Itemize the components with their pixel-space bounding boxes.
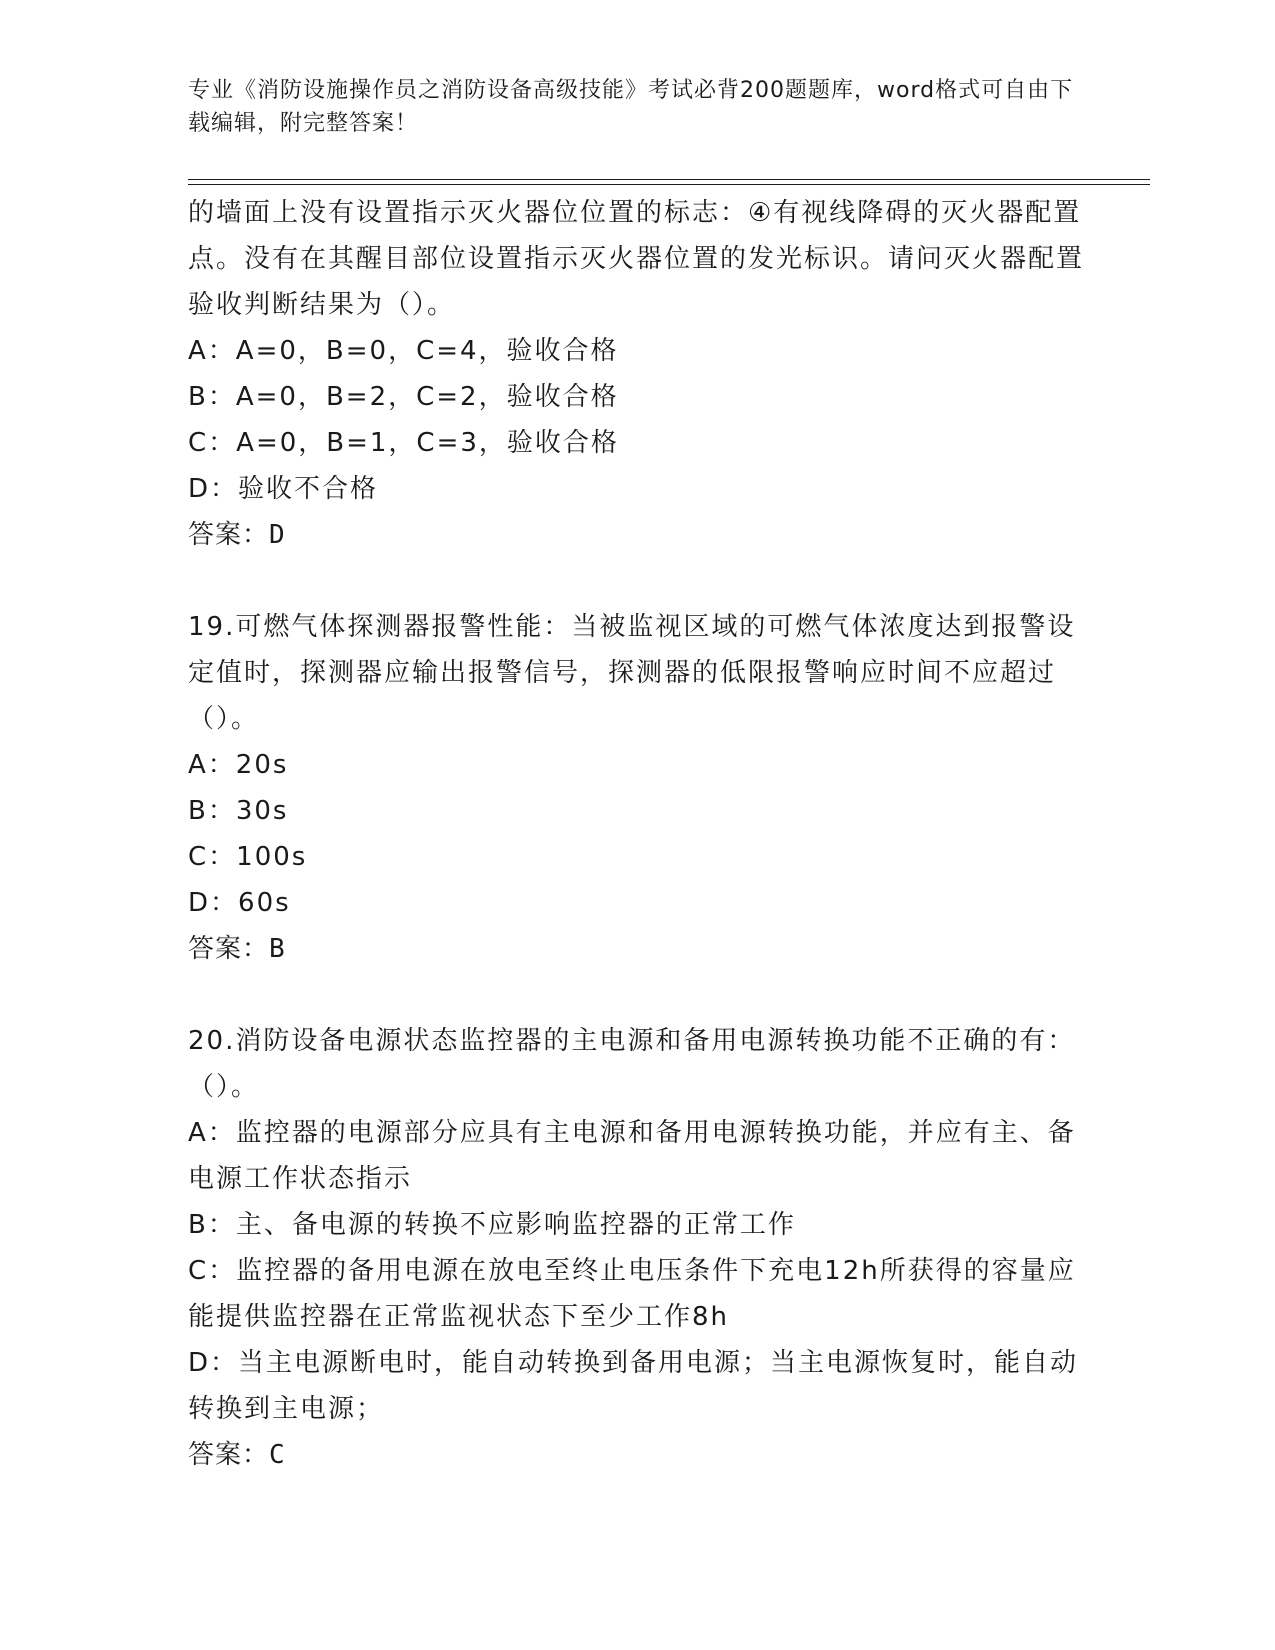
header-divider-bottom — [188, 184, 1150, 185]
option-c: C：100s — [188, 842, 308, 872]
header-divider-top — [188, 179, 1150, 180]
question-19 — [188, 604, 1088, 972]
option-b: B：A=0，B=2，C=2，验收合格 — [188, 382, 619, 412]
option-b: B：30s — [188, 796, 289, 826]
question-stem: 20.消防设备电源状态监控器的主电源和备用电源转换功能不正确的有：（）。 — [188, 1026, 1076, 1102]
question-spacer — [188, 972, 1088, 1018]
question-stem: 的墙面上没有设置指示灭火器位位置的标志：④有视线降碍的灭火器配置点。没有在其醒目部位设置指示灭火器位置的发光标识。请问灭火器配置验收判断结果为（）。 — [188, 198, 1085, 320]
answer-line: 答案：D — [188, 520, 286, 550]
option-b: B：主、备电源的转换不应影响监控器的正常工作 — [188, 1210, 796, 1240]
answer-line: 答案：B — [188, 934, 286, 964]
option-c: C：监控器的备用电源在放电至终止电压条件下充电12h所获得的容量应能提供监控器在正常监视状态下至少工作8h — [188, 1256, 1076, 1332]
document-body — [188, 190, 1088, 1478]
answer-line: 答案：C — [188, 1440, 286, 1470]
option-a: A：20s — [188, 750, 289, 780]
option-d: D：当主电源断电时，能自动转换到备用电源；当主电源恢复时，能自动转换到主电源； — [188, 1348, 1079, 1424]
question-spacer — [188, 558, 1088, 604]
document-header: 专业《消防设施操作员之消防设备高级技能》考试必背200题题库，word格式可自由下载编辑，附完整答案！ — [188, 78, 1074, 136]
option-d: D：60s — [188, 888, 291, 918]
question-20 — [188, 1018, 1088, 1478]
option-a: A：A=0，B=0，C=4，验收合格 — [188, 336, 619, 366]
question-stem: 19.可燃气体探测器报警性能：当被监视区域的可燃气体浓度达到报警设定值时，探测器应输出报警信号，探测器的低限报警响应时间不应超过（）。 — [188, 612, 1076, 734]
option-a: A：监控器的电源部分应具有主电源和备用电源转换功能，并应有主、备电源工作状态指示 — [188, 1118, 1076, 1194]
option-c: C：A=0，B=1，C=3，验收合格 — [188, 428, 619, 458]
question-18 — [188, 190, 1088, 558]
option-d: D：验收不合格 — [188, 474, 379, 504]
